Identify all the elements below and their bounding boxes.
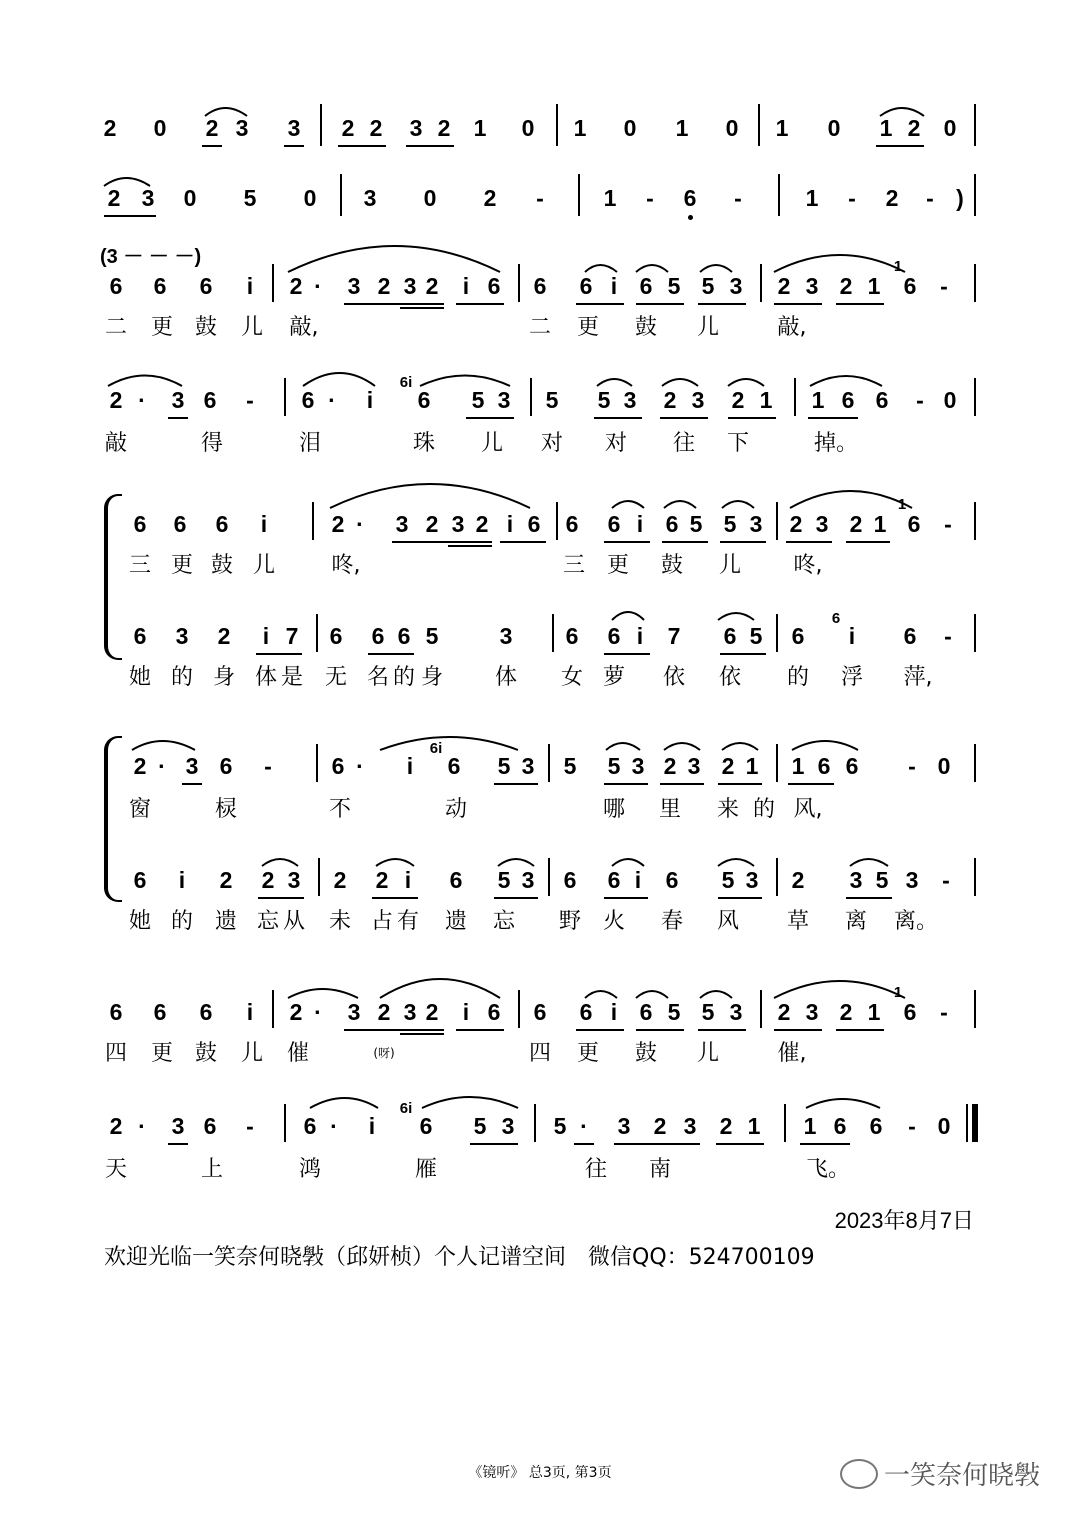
note: 3 xyxy=(501,1113,515,1139)
barline xyxy=(974,858,976,896)
note: 3 xyxy=(363,185,377,211)
note: 2 xyxy=(789,511,803,537)
note: 6 xyxy=(215,511,229,537)
barline xyxy=(316,744,318,782)
note: 0 xyxy=(303,185,317,211)
note: 6 xyxy=(109,273,123,299)
note: 2 xyxy=(663,753,677,779)
note: - xyxy=(848,185,856,211)
note: 3 xyxy=(235,115,249,141)
note: i xyxy=(462,999,470,1025)
note: 0 xyxy=(423,185,437,211)
note: 6 xyxy=(133,511,147,537)
note: · xyxy=(330,1113,338,1139)
barline xyxy=(284,378,286,416)
note: 0 xyxy=(943,387,957,413)
barline xyxy=(974,744,976,782)
barline xyxy=(776,858,778,896)
note: i xyxy=(368,1113,376,1139)
note: 0 xyxy=(937,753,951,779)
barline xyxy=(556,104,558,146)
note: - xyxy=(908,1113,916,1139)
note: · xyxy=(138,387,146,413)
lyrics-row-10: 天 上 鸿 雁 往 南 飞。 xyxy=(104,1157,851,1182)
note: 2 xyxy=(849,511,863,537)
note: 2 xyxy=(839,273,853,299)
note: 3 xyxy=(521,867,535,893)
lyrics-row-5: 三 更 鼓 儿 咚, 三 更 鼓 儿 咚, xyxy=(128,553,823,578)
note: 6 xyxy=(665,867,679,893)
barline xyxy=(312,502,314,540)
score-row-10: 2 · 3 6 - 6 · i 6i 6 5 3 5 · 3 2 3 2 1 1 6 6 - 0 xyxy=(0,1112,1080,1152)
note: 6 xyxy=(153,273,167,299)
note: 6 xyxy=(199,273,213,299)
score-row-7: 2 · 3 6 - 6 · i 6i 6 5 3 5 5 3 2 3 2 1 1 6 6 - 0 xyxy=(0,752,1080,792)
barline xyxy=(316,614,318,652)
barline xyxy=(272,990,274,1028)
note: i xyxy=(246,273,254,299)
note: i xyxy=(404,867,412,893)
barline xyxy=(534,1104,536,1142)
note: 5 xyxy=(497,867,511,893)
note: 6 xyxy=(173,511,187,537)
barline xyxy=(272,264,274,302)
note: 5 xyxy=(721,867,735,893)
note: 3 xyxy=(499,623,513,649)
note: i xyxy=(462,273,470,299)
note: 0 xyxy=(725,115,739,141)
note: 6 xyxy=(579,999,593,1025)
note: 6 xyxy=(109,999,123,1025)
score-row-1 xyxy=(0,114,1080,154)
note: i xyxy=(610,273,618,299)
note: 5 xyxy=(667,273,681,299)
note: 2 xyxy=(109,387,123,413)
note: 6 xyxy=(833,1113,847,1139)
note: 0 xyxy=(827,115,841,141)
note: 6 xyxy=(419,1113,433,1139)
note: · xyxy=(356,753,364,779)
score-row-8 xyxy=(0,866,1080,906)
note: 3 xyxy=(409,115,423,141)
note: 6 xyxy=(303,1113,317,1139)
note: 3 xyxy=(175,623,189,649)
note: 3 xyxy=(287,867,301,893)
note: 5 xyxy=(607,753,621,779)
note: 6 xyxy=(791,623,805,649)
note: 1 xyxy=(873,511,887,537)
note: i xyxy=(246,999,254,1025)
barline xyxy=(974,104,976,146)
note: 6 xyxy=(397,623,411,649)
barline xyxy=(284,1104,286,1142)
note: 2 xyxy=(205,115,219,141)
barline xyxy=(518,264,520,302)
note: 6 xyxy=(907,511,921,537)
note: - xyxy=(646,185,654,211)
note: 5 xyxy=(749,623,763,649)
note: 2 xyxy=(437,115,451,141)
note: 1 xyxy=(791,753,805,779)
note: 2 xyxy=(341,115,355,141)
note: 5 xyxy=(723,511,737,537)
note: 6 xyxy=(301,387,315,413)
note: 2 xyxy=(425,511,439,537)
note: 6 xyxy=(683,185,697,211)
note: 3 xyxy=(691,387,705,413)
lyrics-row-8: 她 的 遗 忘 从 未 占 有 遗 忘 野 火 春 风 草 离 离。 xyxy=(128,909,939,934)
note: 6 xyxy=(487,273,501,299)
note: 1 xyxy=(805,185,819,211)
note: 3 xyxy=(171,387,185,413)
note: 6 xyxy=(565,623,579,649)
note: - xyxy=(246,387,254,413)
lyrics-row-7: 窗 棂 不 动 哪 里 来 的 风, xyxy=(128,797,823,822)
note: 6 xyxy=(447,753,461,779)
lyrics-row-3: 二 更 鼓 儿 敲, 二 更 鼓 儿 敲, xyxy=(104,315,807,340)
note: 0 xyxy=(183,185,197,211)
barline xyxy=(760,264,762,302)
note: 6 xyxy=(133,867,147,893)
barline xyxy=(556,502,558,540)
note: 0 xyxy=(521,115,535,141)
score-row-5: 6 6 6 i 2 · 3 2 3 2 i 6 6 6 i 6 5 5 3 2 3 2 1 1 6 - xyxy=(0,510,1080,550)
note: 2 xyxy=(219,867,233,893)
note: 3 xyxy=(805,999,819,1025)
note: 2 xyxy=(721,753,735,779)
note: 5 xyxy=(597,387,611,413)
note: 6 xyxy=(203,1113,217,1139)
note: 3 xyxy=(729,999,743,1025)
note: 1 xyxy=(803,1113,817,1139)
note: 2 xyxy=(719,1113,733,1139)
note: · xyxy=(328,387,336,413)
score-row-3: 6 6 6 i 2 · 3 2 3 2 i 6 6 6 i 6 5 5 3 2 3 2 1 1 6 - xyxy=(0,272,1080,312)
note: 6 xyxy=(331,753,345,779)
note: 6 xyxy=(203,387,217,413)
note: 2 xyxy=(839,999,853,1025)
barline xyxy=(552,614,554,652)
note: 3 xyxy=(287,115,301,141)
note: 1 xyxy=(867,999,881,1025)
note: 3 xyxy=(521,753,535,779)
note: i xyxy=(848,623,856,649)
barline xyxy=(776,614,778,652)
note: 3 xyxy=(749,511,763,537)
note: 1 xyxy=(867,273,881,299)
barline xyxy=(776,744,778,782)
barline xyxy=(758,104,760,146)
note: · xyxy=(356,511,364,537)
note: i xyxy=(366,387,374,413)
note: 3 xyxy=(729,273,743,299)
note: 1 xyxy=(747,1113,761,1139)
note: 5 xyxy=(667,999,681,1025)
barline xyxy=(548,858,550,896)
note: 3 xyxy=(687,753,701,779)
note: · xyxy=(158,753,166,779)
barline xyxy=(974,264,976,302)
final-barline xyxy=(972,1104,978,1142)
note: 6 xyxy=(841,387,855,413)
note: i xyxy=(506,511,514,537)
note: 2 xyxy=(483,185,497,211)
note: 2 xyxy=(333,867,347,893)
note: 6 xyxy=(533,273,547,299)
note: 0 xyxy=(623,115,637,141)
note: 5 xyxy=(563,753,577,779)
barline xyxy=(318,858,320,896)
note: 3 xyxy=(185,753,199,779)
page-info: 《镜听》 总3页, 第3页 xyxy=(468,1465,612,1481)
note: - xyxy=(944,623,952,649)
score-row-6: 6 3 2 i 7 6 6 6 5 3 6 6 i 7 6 5 6 6 i 6 - xyxy=(0,622,1080,662)
note: 3 xyxy=(905,867,919,893)
note: 3 xyxy=(623,387,637,413)
note: i xyxy=(406,753,414,779)
note: 2 xyxy=(331,511,345,537)
note: - xyxy=(916,387,924,413)
note: 6 xyxy=(563,867,577,893)
note: 6 xyxy=(153,999,167,1025)
note: 3 xyxy=(805,273,819,299)
note: 6 xyxy=(579,273,593,299)
note: - xyxy=(942,867,950,893)
note: - xyxy=(246,1113,254,1139)
note: · xyxy=(314,273,322,299)
note: 1 xyxy=(573,115,587,141)
note: 2 xyxy=(425,999,439,1025)
note: - xyxy=(944,511,952,537)
note: 2 xyxy=(109,1113,123,1139)
barline xyxy=(974,614,976,652)
note: 2 xyxy=(375,867,389,893)
note: 3 xyxy=(497,387,511,413)
aside-note: (呀) xyxy=(373,1046,395,1060)
note: 2 xyxy=(791,867,805,893)
note: 6 xyxy=(329,623,343,649)
note: 1 xyxy=(879,115,893,141)
note: 2 xyxy=(425,273,439,299)
note: 5 xyxy=(875,867,889,893)
lyrics-row-6: 她 的 身 体 是 无 名 的 身 体 女 萝 依 依 的 浮 萍, xyxy=(128,665,933,690)
note: 2 xyxy=(731,387,745,413)
note: 6 xyxy=(607,867,621,893)
note: i xyxy=(610,999,618,1025)
barline xyxy=(760,990,762,1028)
note: - xyxy=(940,273,948,299)
barline xyxy=(778,174,780,216)
note: 6 xyxy=(607,623,621,649)
note: 1 xyxy=(811,387,825,413)
note: 3 xyxy=(141,185,155,211)
composition-date: 2023年8月7日 xyxy=(834,1208,974,1233)
note: - xyxy=(536,185,544,211)
note: 2 xyxy=(663,387,677,413)
barline xyxy=(966,1104,968,1142)
note: ) xyxy=(956,185,964,211)
barline xyxy=(320,104,322,146)
note: 1 xyxy=(603,185,617,211)
lyrics-row-9: 四 更 鼓 儿 催 (呀) 四 更 鼓 儿 催, xyxy=(104,1041,807,1066)
note: 6 xyxy=(527,511,541,537)
note: 6 xyxy=(903,273,917,299)
note: 0 xyxy=(153,115,167,141)
note: i xyxy=(262,623,270,649)
barline xyxy=(974,174,976,216)
lyrics-row-4: 敲 得 泪 珠 儿 对 对 往 下 掉。 xyxy=(104,431,859,456)
barline xyxy=(578,174,580,216)
note: 7 xyxy=(667,623,681,649)
note: 5 xyxy=(553,1113,567,1139)
barline xyxy=(784,1104,786,1142)
note: 2 xyxy=(289,273,303,299)
note: 5 xyxy=(473,1113,487,1139)
note: 6 xyxy=(875,387,889,413)
note: 6 xyxy=(487,999,501,1025)
note: 3 xyxy=(815,511,829,537)
note: 6 xyxy=(565,511,579,537)
note: 3 xyxy=(683,1113,697,1139)
note: 6 xyxy=(449,867,463,893)
barline xyxy=(548,744,550,782)
note: 6 xyxy=(665,511,679,537)
note: 1 xyxy=(675,115,689,141)
note: 6 xyxy=(817,753,831,779)
note: 2 xyxy=(377,273,391,299)
barline xyxy=(974,378,976,416)
note: - xyxy=(940,999,948,1025)
note: 5 xyxy=(243,185,257,211)
barline xyxy=(776,502,778,540)
note: 6 xyxy=(133,623,147,649)
barline xyxy=(530,378,532,416)
note: 5 xyxy=(701,273,715,299)
note: - xyxy=(926,185,934,211)
note: i xyxy=(634,867,642,893)
note: 6 xyxy=(869,1113,883,1139)
welcome-text: 欢迎光临一笑奈何晓斅（邱妍桢）个人记谱空间 微信QQ：524700109 xyxy=(104,1245,815,1270)
note: · xyxy=(314,999,322,1025)
score-row-2 xyxy=(0,184,1080,224)
note: i xyxy=(260,511,268,537)
note: 2 xyxy=(217,623,231,649)
note: i xyxy=(636,511,644,537)
note: · xyxy=(580,1113,588,1139)
note: 6 xyxy=(903,623,917,649)
note: 3 xyxy=(617,1113,631,1139)
note: 3 xyxy=(171,1113,185,1139)
note: · xyxy=(138,1113,146,1139)
note: 2 xyxy=(377,999,391,1025)
note: - xyxy=(908,753,916,779)
note: 6 xyxy=(903,999,917,1025)
note: 2 xyxy=(653,1113,667,1139)
note: - xyxy=(264,753,272,779)
note: 5 xyxy=(425,623,439,649)
note: 1 xyxy=(759,387,773,413)
note: 2 xyxy=(907,115,921,141)
note: 3 xyxy=(347,999,361,1025)
note: 1 xyxy=(473,115,487,141)
barline xyxy=(974,502,976,540)
note: 6 xyxy=(219,753,233,779)
intro-rest: (3 － － －) xyxy=(100,246,202,268)
note: 6 xyxy=(639,273,653,299)
note: 2 xyxy=(289,999,303,1025)
note: 5 xyxy=(545,387,559,413)
note: 0 xyxy=(943,115,957,141)
note: 6 xyxy=(371,623,385,649)
note: 2 xyxy=(261,867,275,893)
note: 5 xyxy=(471,387,485,413)
note: i xyxy=(636,623,644,649)
watermark xyxy=(840,1455,1040,1492)
note: 6 xyxy=(607,511,621,537)
score-row-4: 2 · 3 6 - 6 · i 6i 6 5 3 5 5 3 2 3 2 1 1 6 6 - 0 xyxy=(0,386,1080,426)
note: 5 xyxy=(497,753,511,779)
note: 2 xyxy=(369,115,383,141)
watermark-text: 一笑奈何晓斅 xyxy=(883,1461,1040,1491)
note: 5 xyxy=(689,511,703,537)
note: 3 xyxy=(745,867,759,893)
note: 1 xyxy=(745,753,759,779)
note: 1 xyxy=(775,115,789,141)
note: 6 xyxy=(845,753,859,779)
note: 6 xyxy=(199,999,213,1025)
note: 7 xyxy=(285,623,299,649)
note: 3 xyxy=(631,753,645,779)
note: 3 xyxy=(403,999,417,1025)
note: 6 xyxy=(417,387,431,413)
note: 2 xyxy=(885,185,899,211)
note: 2 xyxy=(107,185,121,211)
note: - xyxy=(734,185,742,211)
barline xyxy=(340,174,342,216)
score-row-9: 6 6 6 i 2 · 3 2 3 2 i 6 6 6 i 6 5 5 3 2 3 2 1 1 6 - xyxy=(0,998,1080,1038)
note: 3 xyxy=(347,273,361,299)
barline xyxy=(794,378,796,416)
barline xyxy=(518,990,520,1028)
note: 3 xyxy=(395,511,409,537)
note: i xyxy=(178,867,186,893)
note: 2 xyxy=(777,999,791,1025)
barline xyxy=(974,990,976,1028)
note: 3 xyxy=(849,867,863,893)
note: 6 xyxy=(723,623,737,649)
note: 6 xyxy=(533,999,547,1025)
note: 0 xyxy=(937,1113,951,1139)
wechat-icon xyxy=(840,1459,878,1489)
note: 2 xyxy=(777,273,791,299)
note: 2 xyxy=(103,115,117,141)
note: 3 xyxy=(403,273,417,299)
note: 2 xyxy=(475,511,489,537)
note: 6 xyxy=(639,999,653,1025)
note: 2 xyxy=(133,753,147,779)
note: 3 xyxy=(451,511,465,537)
note: 5 xyxy=(701,999,715,1025)
